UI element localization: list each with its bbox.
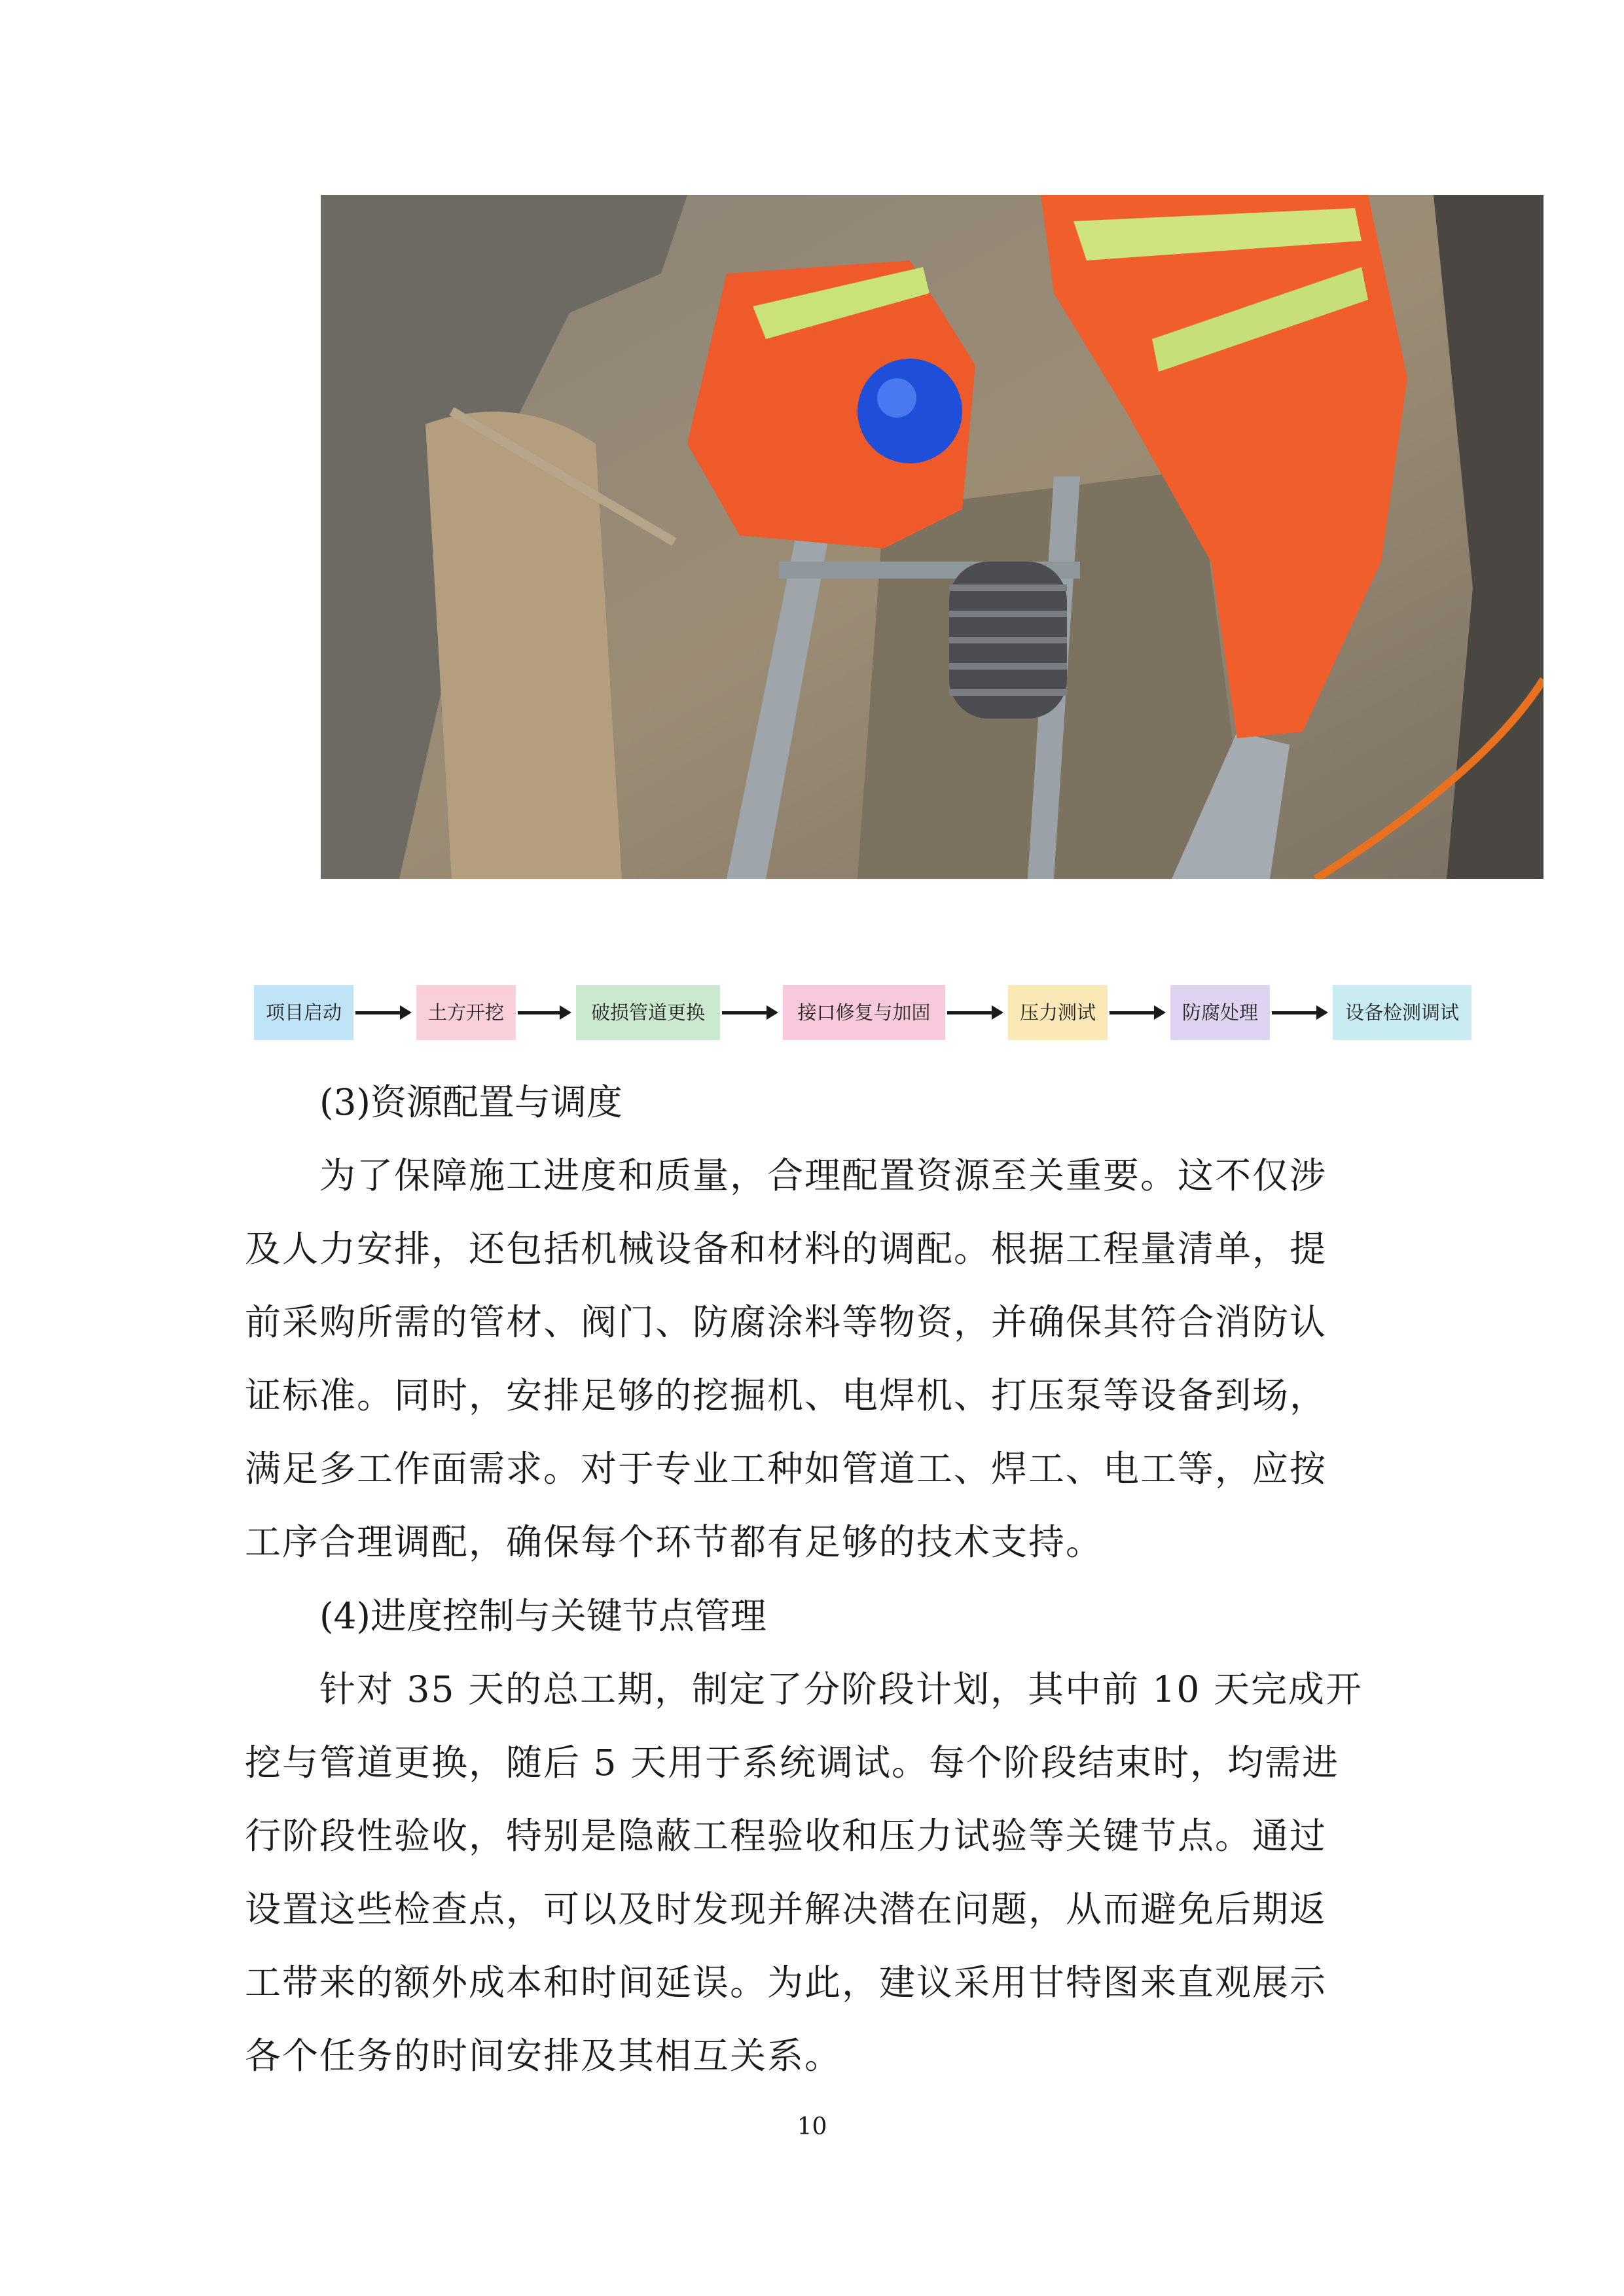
- text-line: 设置这些检查点，可以及时发现并解决潜在问题，从而避免后期返: [245, 1888, 1327, 1930]
- page-number: 10: [797, 2113, 827, 2140]
- flow-step: 破损管道更换: [576, 985, 720, 1040]
- text-line: 挖与管道更换，随后 5 天用于系统调试。每个阶段结束时，均需进: [245, 1742, 1339, 1784]
- text-line: 满足多工作面需求。对于专业工种如管道工、焊工、电工等，应按: [245, 1448, 1327, 1490]
- flow-step: 防腐处理: [1170, 985, 1270, 1040]
- text-line: 行阶段性验收，特别是隐蔽工程验收和压力试验等关键节点。通过: [245, 1815, 1327, 1857]
- flow-step: 土方开挖: [416, 985, 516, 1040]
- text-line: 证标准。同时，安排足够的挖掘机、电焊机、打压泵等设备到场，: [245, 1374, 1327, 1416]
- text-line: 各个任务的时间安排及其相互关系。: [245, 2035, 842, 2077]
- flow-arrow: [722, 1011, 776, 1014]
- text-line: 为了保障施工进度和质量，合理配置资源至关重要。这不仅涉: [319, 1155, 1327, 1196]
- flow-arrow: [1272, 1011, 1326, 1014]
- section-heading: (4)进度控制与关键节点管理: [319, 1595, 767, 1637]
- construction-photo: [321, 195, 1543, 879]
- flow-arrow: [947, 1011, 1001, 1014]
- text-line: 工带来的额外成本和时间延误。为此，建议采用甘特图来直观展示: [245, 1962, 1327, 2003]
- text-line: 工序合理调配，确保每个环节都有足够的技术支持。: [245, 1521, 1104, 1563]
- section4-paragraph: [245, 1653, 1385, 2092]
- flow-step: 压力测试: [1008, 985, 1108, 1040]
- flow-step: 接口修复与加固: [783, 985, 945, 1040]
- process-flowchart: [254, 985, 1466, 1040]
- flow-step: 项目启动: [254, 985, 353, 1040]
- flow-step: 设备检测调试: [1333, 985, 1471, 1040]
- text-line: 及人力安排，还包括机械设备和材料的调配。根据工程量清单，提: [245, 1228, 1327, 1270]
- text-line: 针对 35 天的总工期，制定了分阶段计划，其中前 10 天完成开: [319, 1668, 1363, 1710]
- flow-arrow: [518, 1011, 569, 1014]
- text-line: 前采购所需的管材、阀门、防腐涂料等物资，并确保其符合消防认: [245, 1301, 1327, 1343]
- flow-arrow: [355, 1011, 409, 1014]
- section-heading: (3)资源配置与调度: [319, 1081, 623, 1123]
- flow-arrow: [1110, 1011, 1163, 1014]
- section3-paragraph: [245, 1139, 1385, 1579]
